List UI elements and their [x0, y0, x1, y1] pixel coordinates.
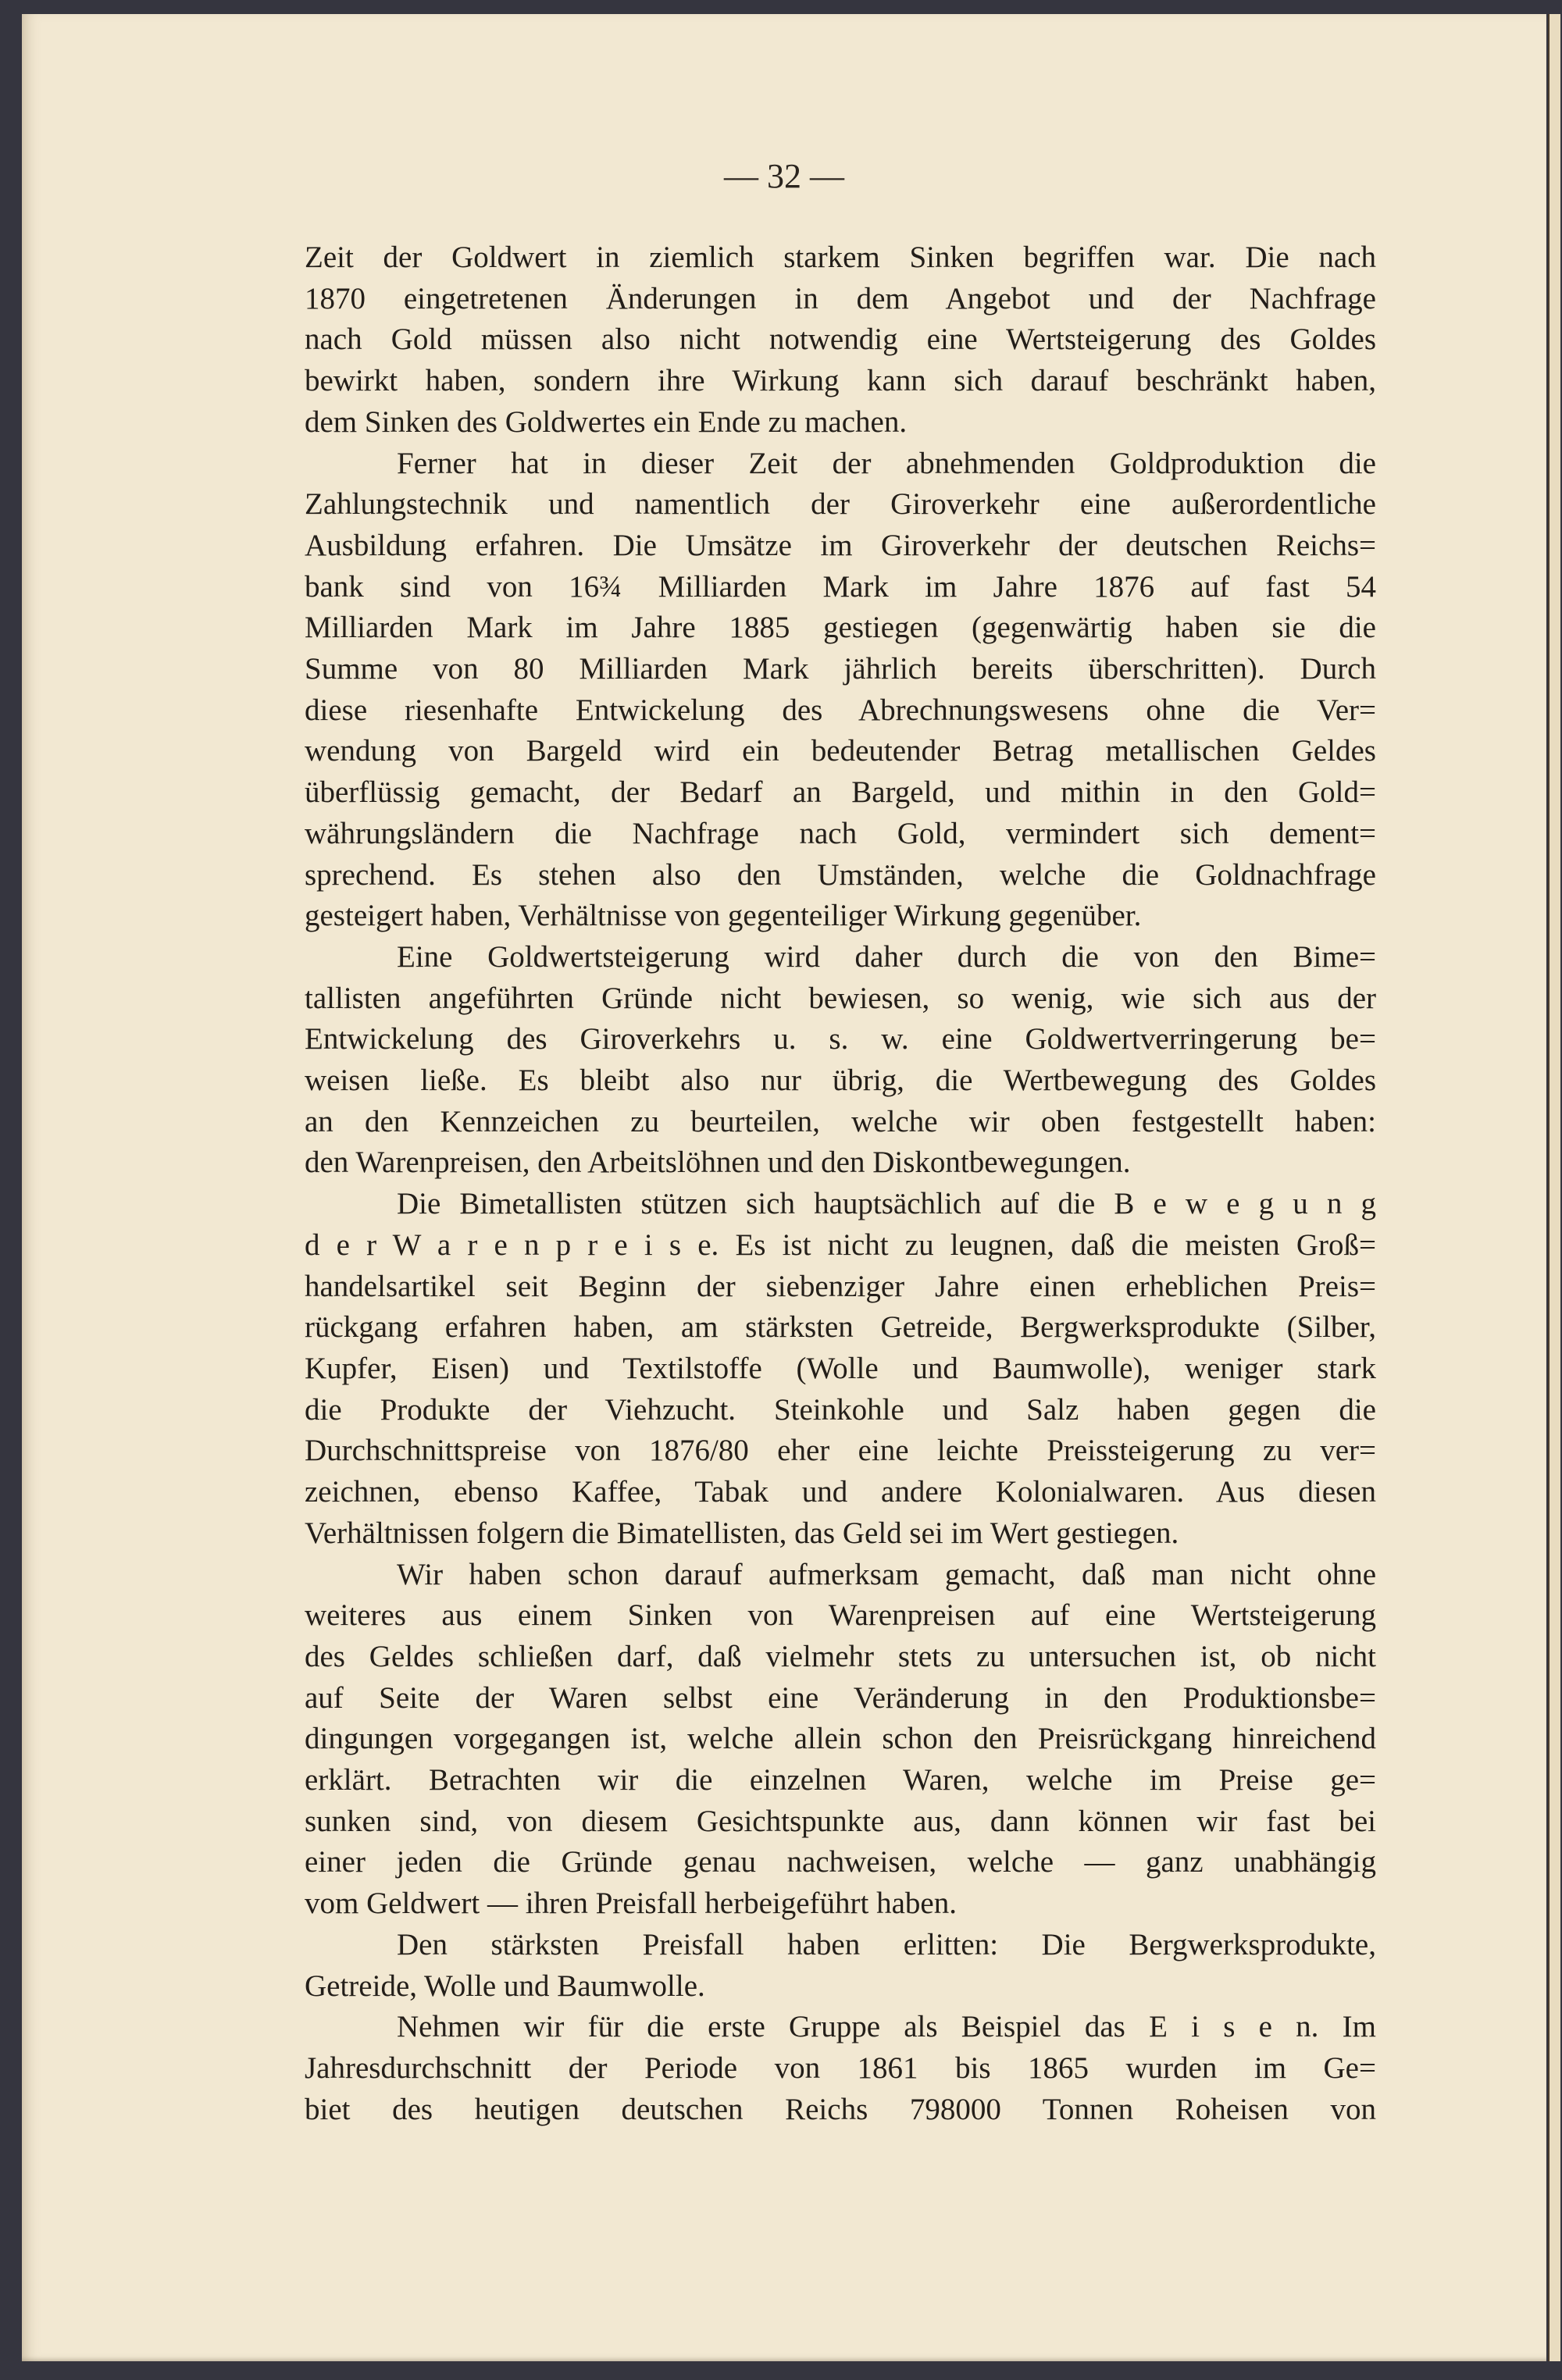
text-line: erklärt. Betrachten wir die einzelnen Waren, welche im Preise ge= — [305, 1763, 1376, 1797]
text-line: tallisten angeführten Gründe nicht bewiesen, so wenig, wie sich aus der — [305, 981, 1376, 1015]
text-line: des Geldes schließen darf, daß vielmehr stets zu untersuchen ist, ob nicht — [305, 1639, 1376, 1673]
paragraph — [305, 237, 1376, 444]
text-line: Ausbildung erfahren. Die Umsätze im Giroverkehr der deutschen Reichs= — [305, 528, 1376, 562]
text-line: Zeit der Goldwert in ziemlich starkem Sinken begriffen war. Die nach — [305, 240, 1376, 274]
text-line: Durchschnittspreise von 1876/80 eher eine leichte Preissteigerung zu ver= — [305, 1434, 1376, 1468]
text-line: Milliarden Mark im Jahre 1885 gestiegen (gegenwärtig haben sie die — [305, 611, 1376, 645]
paragraph — [305, 1184, 1376, 1554]
text-line: Die Bimetallisten stützen sich hauptsächlich auf die B e w e g u n g — [397, 1187, 1376, 1221]
body-text — [305, 237, 1376, 2130]
text-line: Zahlungstechnik und namentlich der Giroverkehr eine außerordentliche — [305, 487, 1376, 522]
text-line: Kupfer, Eisen) und Textilstoffe (Wolle und Baumwolle), weniger stark — [305, 1351, 1376, 1385]
text-line: währungsländern die Nachfrage nach Gold, vermindert sich dement= — [305, 816, 1376, 850]
text-line: Ferner hat in dieser Zeit der abnehmenden Goldproduktion die — [397, 446, 1376, 480]
text-line: diese riesenhafte Entwickelung des Abrechnungswesens ohne die Ver= — [305, 693, 1376, 727]
text-line: Den stärksten Preisfall haben erlitten: Die Bergwerksprodukte, — [397, 1927, 1376, 1961]
page-number: — 32 — — [724, 157, 844, 195]
text-line: bank sind von 16¾ Milliarden Mark im Jahre 1876 auf fast 54 — [305, 569, 1376, 604]
text-line: nach Gold müssen also nicht notwendig eine Wertsteigerung des Goldes — [305, 322, 1376, 357]
text-line: sprechend. Es stehen also den Umständen, welche die Goldnachfrage — [305, 857, 1376, 892]
text-line: einer jeden die Gründe genau nachweisen, welche — ganz unabhängig — [305, 1845, 1376, 1879]
text-line: Wir haben schon darauf aufmerksam gemacht, daß man nicht ohne — [397, 1557, 1376, 1591]
paragraph — [305, 1555, 1376, 1925]
text-line: Jahresdurchschnitt der Periode von 1861 bis 1865 wurden im Ge= — [305, 2050, 1376, 2085]
text-line: an den Kennzeichen zu beurteilen, welche wir oben festgestellt haben: — [305, 1104, 1376, 1138]
text-line: Verhältnissen folgern die Bimatellisten, das Geld sei im Wert gestiegen. — [305, 1516, 1179, 1550]
text-line: Nehmen wir für die erste Gruppe als Beispiel das E i s e n. Im — [397, 2010, 1376, 2044]
text-line: zeichnen, ebenso Kaffee, Tabak und andere Kolonialwaren. Aus diesen — [305, 1475, 1376, 1509]
text-line: den Warenpreisen, den Arbeitslöhnen und den Diskontbewegungen. — [305, 1145, 1131, 1180]
text-line: wendung von Bargeld wird ein bedeutender Betrag metallischen Geldes — [305, 734, 1376, 768]
paragraph — [305, 1925, 1376, 2007]
text-line: dem Sinken des Goldwertes ein Ende zu machen. — [305, 404, 908, 439]
paragraph — [305, 444, 1376, 937]
text-line: Summe von 80 Milliarden Mark jährlich bereits überschritten). Durch — [305, 652, 1376, 686]
text-line: bewirkt haben, sondern ihre Wirkung kann sich darauf beschränkt haben, — [305, 364, 1376, 398]
text-line: weiteres aus einem Sinken von Warenpreisen auf eine Wertsteigerung — [305, 1598, 1376, 1633]
text-line: Entwickelung des Giroverkehrs u. s. w. eine Goldwertverringerung be= — [305, 1022, 1376, 1056]
page-edge — [1548, 14, 1560, 2361]
text-line: handelsartikel seit Beginn der siebenziger Jahre einen erheblichen Preis= — [305, 1269, 1376, 1303]
text-line: dingungen vorgegangen ist, welche allein schon den Preisrückgang hinreichend — [305, 1722, 1376, 1756]
text-line: auf Seite der Waren selbst eine Veränderung in den Produktionsbe= — [305, 1680, 1376, 1715]
text-line: Getreide, Wolle und Baumwolle. — [305, 1968, 705, 2003]
text-line: d e r W a r e n p r e i s e. Es ist nicht zu leugnen, daß die meisten Groß= — [305, 1227, 1376, 1262]
text-line: weisen ließe. Es bleibt also nur übrig, die Wertbewegung des Goldes — [305, 1064, 1376, 1098]
text-line: Eine Goldwertsteigerung wird daher durch die von den Bime= — [397, 939, 1376, 974]
text-line: rückgang erfahren haben, am stärksten Getreide, Bergwerksprodukte (Silber, — [305, 1310, 1376, 1345]
paragraph — [305, 937, 1376, 1184]
text-line: 1870 eingetretenen Änderungen in dem Angebot und der Nachfrage — [305, 281, 1376, 315]
text-line: die Produkte der Viehzucht. Steinkohle und Salz haben gegen die — [305, 1392, 1376, 1427]
text-line: sunken sind, von diesem Gesichtspunkte aus, dann können wir fast bei — [305, 1804, 1376, 1838]
scanned-page — [22, 14, 1546, 2361]
text-line: überflüssig gemacht, der Bedarf an Bargeld, und mithin in den Gold= — [305, 775, 1376, 810]
paragraph — [305, 2007, 1376, 2130]
text-line: gesteigert haben, Verhältnisse von gegenteiliger Wirkung gegenüber. — [305, 899, 1142, 933]
text-line: vom Geldwert — ihren Preisfall herbeigeführt haben. — [305, 1887, 957, 1921]
text-line: biet des heutigen deutschen Reichs 798000 Tonnen Roheisen von — [305, 2092, 1376, 2126]
